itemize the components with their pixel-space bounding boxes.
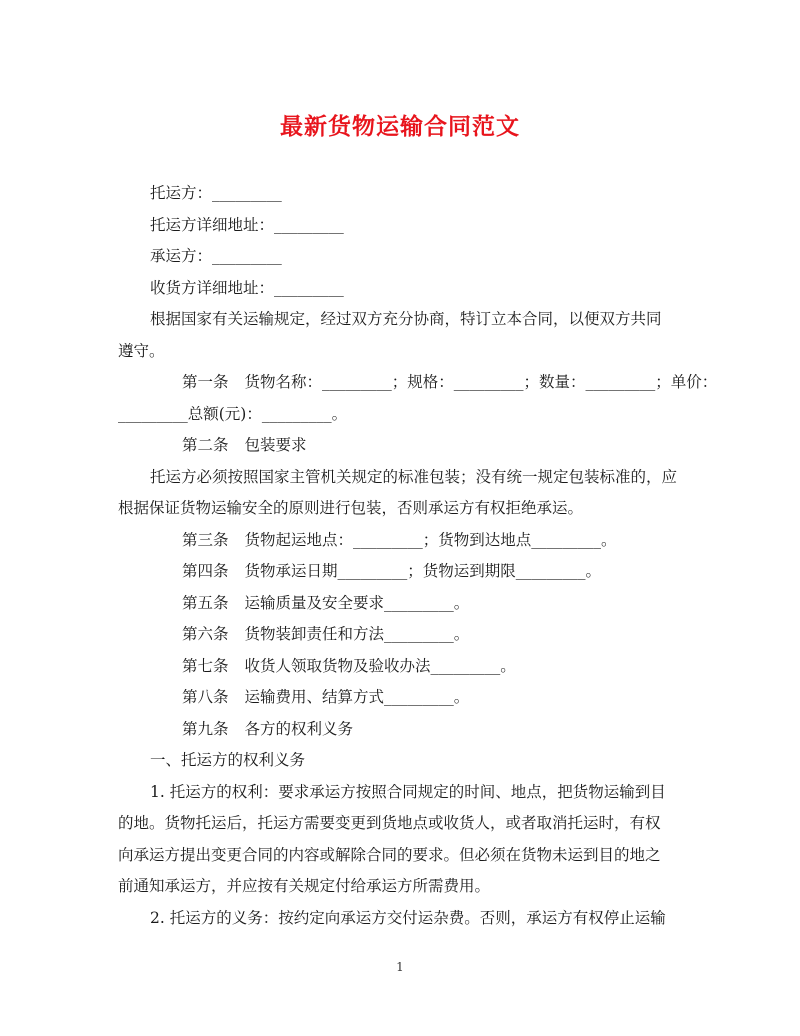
article-1-line: _________总额(元)：_________。 (118, 404, 348, 423)
article-number: 第九条 (182, 719, 229, 738)
article-text: 运输质量及安全要求_________。 (244, 593, 470, 612)
shipper-rights-paragraph (118, 777, 680, 903)
document-body (118, 178, 718, 934)
article-number: 第一条 (182, 373, 229, 391)
article-number: 第二条 (182, 436, 229, 454)
article-1 (118, 367, 718, 430)
page-number: 1 (396, 960, 404, 974)
article-1-text: 货物名称：_________；规格：_________；数量：_________；单价： (244, 373, 718, 391)
intro-line: 根据国家有关运输规定，经过双方充分协商，特订立本合同，以便双方共同 (150, 310, 662, 328)
article-text: 运输费用、结算方式_________。 (244, 688, 470, 706)
duties-line: 2. 托运方的义务：按约定向承运方交付运杂费。否则，承运方有权停止运输 (150, 908, 666, 927)
article-7 (118, 651, 680, 683)
shipper-duties-paragraph (118, 903, 680, 935)
rights-line: 1. 托运方的权利：要求承运方按照合同规定的时间、地点，把货物运输到目 (150, 782, 666, 801)
rights-line: 向承运方提出变更合同的内容或解除合同的要求。但必须在货物未运到目的地之 (118, 845, 661, 864)
article-number: 第五条 (182, 593, 229, 612)
article-2-title: 包装要求 (244, 436, 307, 454)
article-2-line: 托运方必须按照国家主管机关规定的标准包装；没有统一规定包装标准的，应 (150, 467, 678, 486)
article-text: 货物承运日期_________；货物运到期限_________。 (244, 562, 602, 580)
article-number: 第三条 (182, 530, 229, 549)
article-3 (118, 525, 680, 557)
article-number: 第七条 (182, 656, 229, 675)
intro-line: 遵守。 (118, 341, 165, 360)
rights-line: 前通知承运方，并应按有关规定付给承运方所需费用。 (118, 877, 491, 895)
article-number: 第八条 (182, 688, 229, 706)
article-text: 货物装卸责任和方法_________。 (244, 625, 470, 643)
intro-paragraph (118, 304, 680, 367)
article-2-heading (118, 430, 680, 462)
article-8 (118, 682, 680, 714)
article-text: 货物起运地点：_________；货物到达地点_________。 (244, 530, 617, 549)
article-number: 第六条 (182, 625, 229, 643)
shipper-address-field: 托运方详细地址：_________ (150, 215, 344, 234)
article-2-paragraph (118, 462, 680, 525)
rights-line: 的地。货物托运后，托运方需要变更到货地点或收货人，或者取消托运时，有权 (118, 814, 661, 832)
article-5 (118, 588, 680, 620)
shipper-field: 托运方：_________ (150, 184, 282, 202)
article-text: 收货人领取货物及验收办法_________。 (244, 656, 516, 675)
consignee-address-field: 收货方详细地址：_________ (150, 278, 344, 297)
article-2-line: 根据保证货物运输安全的原则进行包装，否则承运方有权拒绝承运。 (118, 499, 584, 517)
article-1-line (118, 367, 718, 399)
document-title: 最新货物运输合同范文 (280, 113, 520, 140)
article-9 (118, 714, 680, 746)
section-heading: 一、托运方的权利义务 (150, 751, 306, 769)
article-number: 第四条 (182, 562, 229, 580)
carrier-field: 承运方：_________ (150, 247, 282, 265)
article-text: 各方的权利义务 (244, 719, 354, 738)
article-4 (118, 556, 680, 588)
article-6 (118, 619, 680, 651)
